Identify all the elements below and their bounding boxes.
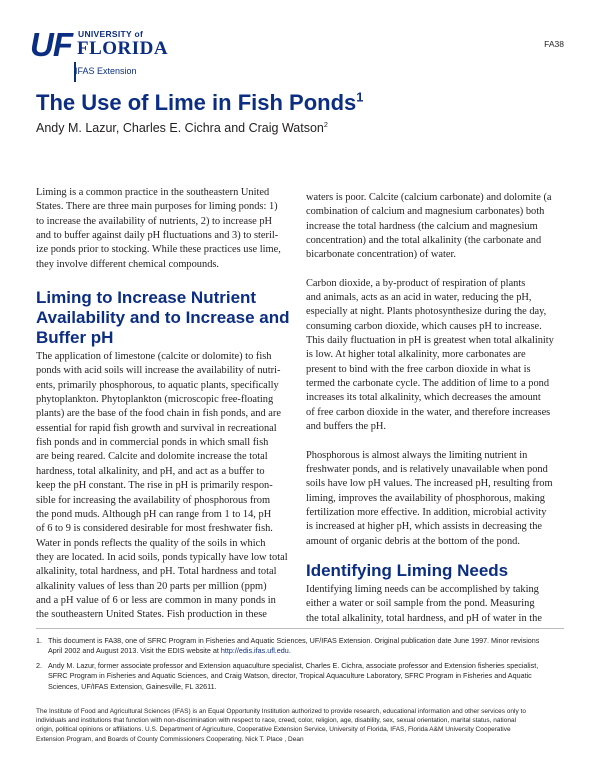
footnote-divider [36,628,564,629]
text-line: soils have low pH values. The increased pH, resulting from [306,478,553,490]
authors-text: Andy M. Lazur, Charles E. Cichra and Craig Watson [36,121,324,135]
text-line: consuming carbon dioxide, which causes pH to increase. [306,320,542,332]
uf-monogram: UF [30,26,72,63]
logo-ifas-extension: IFAS Extension [75,66,137,76]
text-line: present to bind with the free carbon dioxide in what is [306,363,531,375]
footer-line: The Institute of Food and Agricultural Sciences (IFAS) is an Equal Opportunity Institution authorized to provide research, educational information and other services only to [36,708,526,715]
footnote-line [48,646,539,656]
text-line: freshwater ponds, and is relatively unavailable when pond [306,463,548,475]
page-title [36,90,363,116]
footnote-line: Andy M. Lazur, former associate professor and Extension aquaculture specialist, Charles E. Cichra, associate professor and Extension fisheries specialist, [48,661,539,670]
text-line: essential for rapid fish growth and survival in recreational [36,422,277,434]
text-line: and buffers the pH. [306,421,387,433]
text-line: of free carbon dioxide in the water, and therefore increases [306,406,551,418]
heading-line: Buffer pH [36,328,114,348]
text-line: amount of organic debris at the bottom of the pond. [306,535,520,547]
text-line: they involve different chemical compounds. [36,258,220,270]
text-line: ents, primarily phosphorous, to aquatic plants, specifically [36,379,279,391]
text-line: Water in ponds reflects the quality of the soils in which [36,537,266,549]
text-line: keep the pH constant. The rise in pH is primarily respon- [36,480,273,492]
footnote-number: 1. [36,636,42,645]
footer-line: Extension Program, and Boards of County Commissioners Cooperating. Nick T. Place , Dean [36,735,304,743]
footnote-number: 2. [36,661,42,670]
text-line: alkalinity values of less than 20 parts per million (ppm) [36,580,267,592]
text-line: are being reared. Calcite and dolomite increase the total [36,451,268,463]
liming-paragraph [36,350,293,623]
text-line: increase the total hardness (the calcium and magnesium [306,220,538,232]
heading-line: Availability and to Increase and [36,308,290,328]
text-line: ize ponds prior to stocking. While these practices use lime, [36,244,281,256]
text-line: to increase the availability of nutrients, 2) to increase pH [36,215,273,227]
footnote-line: Sciences, UF/IFAS Extension, Gainesville, FL 32611. [48,681,217,691]
text-line: the pond muds. Although pH can range from 1 to 14, pH [36,508,272,520]
text-line: Liming is a common practice in the southeastern United [36,187,270,198]
text-line: hardness, total alkalinity, and pH, and act as a buffer to [36,465,265,477]
text-line: plants) are the base of the food chain in fish ponds, and are [36,408,281,420]
text-line: is low. At higher total alkalinity, more carbonates are [306,349,526,361]
left-column [36,186,293,623]
text-line: This daily fluctuation in pH is greatest when total alkalinity [306,335,554,347]
authors-line [36,121,328,135]
text-line: fish ponds and in commercial ponds in which small fish [36,437,269,449]
footnote-2 [36,661,564,693]
right-column [306,191,563,626]
text-line: Carbon dioxide, a by-product of respiration of plants [306,277,526,289]
footnote-line-text: . [288,646,291,656]
heading-line: Liming to Increase Nutrient [36,288,257,308]
text-line: fertilization more effective. In addition, microbial activity [306,506,547,518]
text-line: and to buffer against daily pH fluctuations and 3) to steril- [36,230,279,242]
text-line: and a pH value of 6 or less are common in many ponds in [36,594,276,606]
footnote-line: This document is FA38, one of SFRC Program in Fisheries and Aquatic Sciences, UF/IFAS Extension. Original publication date June 1997. Minor revisions [48,636,540,645]
footnote-1 [36,636,564,658]
footnote-line-text: April 2002 and August 2013. Visit the EDIS website at [48,646,221,656]
text-line: the total alkalinity, total hardness, and pH of water in the [306,612,542,624]
text-line: is increased at higher pH, which assists in decreasing the [306,521,543,533]
footnote-text [48,661,538,692]
calcite-dolomite-paragraph [306,191,563,263]
intro-paragraph [36,186,293,272]
document-id: FA38 [544,39,564,49]
footnote-line: SFRC Program in Fisheries and Aquatic Sciences, and Craig Watson, director, Tropical Aquaculture Laboratory, SFRC Program in Fisheries and Aquatic [48,671,532,681]
text-line: The application of limestone (calcite or dolomite) to fish [36,351,272,363]
text-line: of 6 to 9 is considered desirable for most freshwater fish. [36,523,273,535]
text-line: States. There are three main purposes for liming ponds: 1) [36,201,278,213]
authors-footnote-mark[interactable]: 2 [323,119,328,129]
text-line: increases its total alkalinity, which decreases the amount [306,392,541,404]
text-line: combination of calcium and magnesium carbonates) both [306,206,545,218]
text-line: and animals, acts as an acid in water, reducing the pH, [306,292,532,304]
text-line: either a water or soil sample from the pond. Measuring [306,598,535,610]
carbon-dioxide-paragraph [306,277,563,435]
footnote-text [48,636,539,657]
text-line: ponds with acid soils will increase the availability of nutri- [36,365,281,377]
text-line: especially at night. Plants photosynthesize during the day, [306,306,547,318]
text-line: termed the carbonate cycle. The addition of lime to a pond [306,378,550,390]
logo-florida: FLORIDA [77,38,169,59]
title-footnote-mark[interactable]: 1 [356,89,364,105]
text-line: the southeastern United States. Fish production in these [36,609,267,621]
text-line: Identifying liming needs can be accomplished by taking [306,583,539,595]
edis-website-link[interactable]: http://edis.ifas.ufl.edu [220,646,289,656]
text-line: phytoplankton. Phytoplankton (microscopic free-floating [36,394,274,406]
text-line: alkalinity, total hardness, and pH. Total hardness and total [36,566,277,578]
identifying-paragraph [306,583,563,626]
footer-line: individuals and institutions that function with non-discrimination with respect to race, creed, color, religion, age, disability, sex, sexual orientation, marital status, national [36,717,517,725]
uf-ifas-logo [30,24,170,84]
text-line: liming, improves the availability of phosphorous, making [306,492,545,504]
phosphorous-paragraph [306,449,563,549]
footer-line: origin, political opinions or affiliations. U.S. Department of Agriculture, Cooperative Extension Service, University of Florida, IFAS, Florida A&M University Cooperative [36,726,511,734]
text-line: sible for increasing the availability of phosphorous from [36,494,271,506]
text-line: waters is poor. Calcite (calcium carbonate) and dolomite (a [306,192,552,203]
text-line: bicarbonate concentration) of water. [306,249,457,261]
text-line: they are located. In acid soils, ponds typically have low total [36,551,288,563]
title-text: The Use of Lime in Fish Ponds [36,90,357,115]
text-line: Phosphorous is almost always the limiting nutrient in [306,449,528,461]
equal-opportunity-statement [36,707,526,744]
text-line: concentration) and the total alkalinity (the carbonate and [306,235,542,247]
section-heading-identifying: Identifying Liming Needs [306,560,509,580]
logo-university-of: UNIVERSITY of [78,29,144,39]
section-heading-liming [36,288,293,348]
